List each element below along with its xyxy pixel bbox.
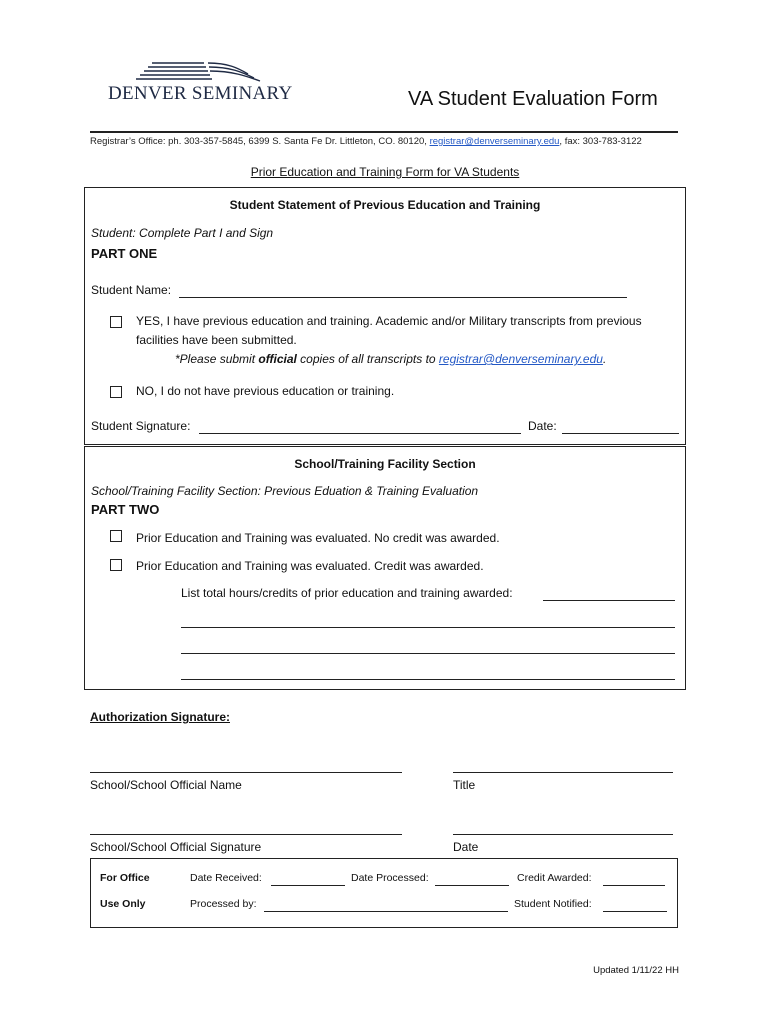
student-name-field[interactable] — [179, 297, 627, 298]
no-credit-option-text: Prior Education and Training was evaluated. No credit was awarded. — [136, 531, 500, 545]
student-name-label: Student Name: — [91, 283, 172, 297]
logo-mark-icon — [108, 60, 308, 84]
contact-prefix: Registrar’s Office: ph. 303-357-5845, 6399 S. Santa Fe Dr. Littleton, CO. 80120, — [90, 136, 427, 147]
student-signature-field[interactable] — [199, 433, 521, 434]
no-option-text: NO, I do not have previous education or training. — [136, 384, 395, 398]
note-middle: copies of all transcripts to — [296, 352, 439, 366]
part-one-label: PART ONE — [91, 246, 158, 261]
note-email-link[interactable]: registrar@denverseminary.edu — [438, 352, 603, 366]
title-label: Title — [453, 778, 476, 792]
authorization-heading: Authorization Signature: — [90, 710, 230, 724]
credits-list-label: List total hours/credits of prior education and training awarded: — [181, 586, 513, 600]
credit-awarded-label: Credit Awarded: — [517, 872, 592, 884]
official-name-field[interactable] — [90, 772, 402, 773]
student-date-label: Date: — [528, 419, 557, 433]
credit-awarded-field[interactable] — [603, 885, 665, 886]
processed-by-label: Processed by: — [190, 898, 257, 910]
school-section-title: School/Training Facility Section — [294, 457, 476, 471]
official-signature-label: School/School Official Signature — [90, 840, 262, 854]
credits-detail-line-3[interactable] — [181, 679, 675, 680]
date-processed-label: Date Processed: — [351, 872, 429, 884]
form-title: VA Student Evaluation Form — [408, 88, 658, 110]
office-use-box — [90, 858, 678, 928]
auth-date-label: Date — [453, 840, 479, 854]
date-processed-field[interactable] — [435, 885, 509, 886]
credits-detail-line-2[interactable] — [181, 653, 675, 654]
auth-date-field[interactable] — [453, 834, 673, 835]
note-bold: official — [258, 352, 297, 366]
updated-footer: Updated 1/11/22 HH — [593, 965, 679, 976]
form-subtitle: Prior Education and Training Form for VA Students — [250, 165, 520, 179]
credits-detail-line-1[interactable] — [181, 627, 675, 628]
student-date-field[interactable] — [562, 433, 679, 434]
registrar-email-link[interactable]: registrar@denverseminary.edu — [429, 136, 560, 147]
student-section-title: Student Statement of Previous Education and Training — [229, 198, 541, 212]
header-rule — [90, 131, 678, 133]
credit-option-text: Prior Education and Training was evaluated. Credit was awarded. — [136, 559, 484, 573]
title-field[interactable] — [453, 772, 673, 773]
contact-line — [90, 136, 642, 147]
no-checkbox[interactable] — [110, 386, 122, 398]
student-notified-field[interactable] — [603, 911, 667, 912]
school-section — [84, 446, 686, 690]
contact-suffix: , fax: 303-783-3122 — [559, 136, 642, 147]
office-label-1: For Office — [100, 872, 150, 884]
no-credit-checkbox[interactable] — [110, 530, 122, 542]
logo-text: DENVER SEMINARY — [108, 83, 293, 104]
part-two-label: PART TWO — [91, 502, 160, 517]
date-received-field[interactable] — [271, 885, 345, 886]
school-instruction: School/Training Facility Section: Previous Eduation & Training Evaluation — [91, 484, 479, 498]
date-received-label: Date Received: — [190, 872, 262, 884]
yes-option-text-1: YES, I have previous education and training. Academic and/or Military transcripts from previous — [136, 314, 642, 328]
student-notified-label: Student Notified: — [514, 898, 592, 910]
yes-option-text-2: facilities have been submitted. — [136, 333, 297, 347]
student-section — [84, 187, 686, 445]
note-end: . — [602, 352, 607, 366]
processed-by-field[interactable] — [264, 911, 508, 912]
denver-seminary-logo — [108, 60, 308, 106]
credit-checkbox[interactable] — [110, 559, 122, 571]
yes-checkbox[interactable] — [110, 316, 122, 328]
student-instruction: Student: Complete Part I and Sign — [91, 226, 274, 240]
office-label-2: Use Only — [100, 898, 146, 910]
note-prefix: *Please submit — [175, 352, 259, 366]
student-signature-label: Student Signature: — [91, 419, 191, 433]
official-signature-field[interactable] — [90, 834, 402, 835]
transcript-note — [175, 352, 606, 366]
official-name-label: School/School Official Name — [90, 778, 242, 792]
credits-total-field[interactable] — [543, 600, 675, 601]
